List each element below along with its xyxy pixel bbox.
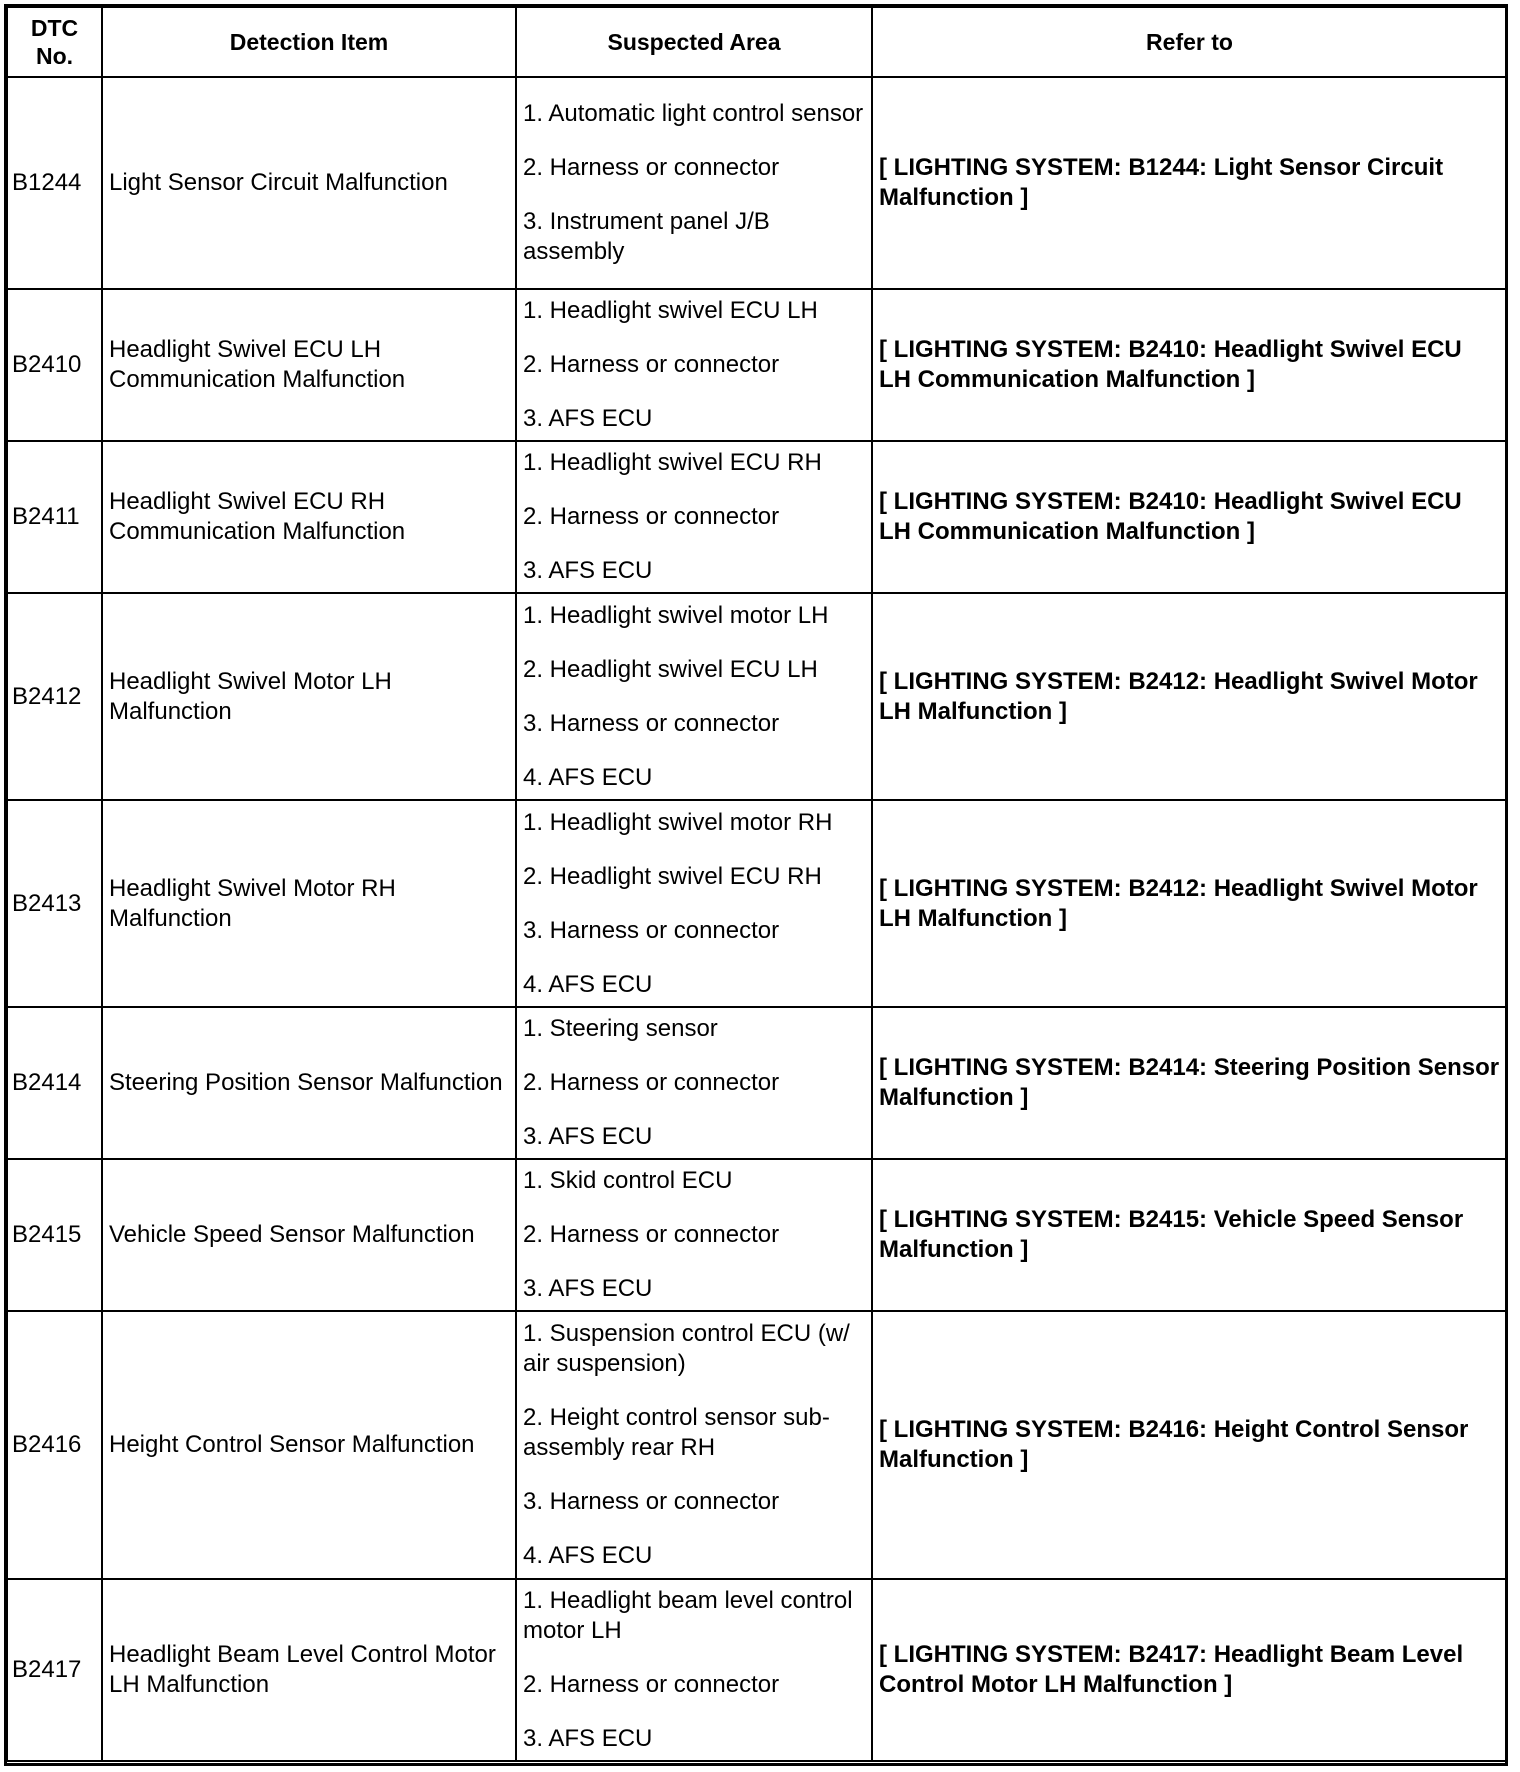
suspected-area-item: 3. AFS ECU [523,1123,653,1150]
suspected-area-item: 4. AFS ECU [523,763,653,791]
suspected-area-item: 3. AFS ECU [523,557,653,584]
suspected-area-item: 1. Steering sensor [523,1015,718,1042]
detection-item: Height Control Sensor Malfunction [102,1311,516,1579]
table-row [7,593,1507,800]
suspected-area-item: 1. Headlight swivel ECU LH [523,297,818,324]
table-row [7,1007,1507,1159]
dtc-code: B2412 [7,593,102,800]
dtc-code: B2410 [7,289,102,441]
dtc-code: B2411 [7,441,102,593]
header-dtc: DTC No. [7,7,102,77]
suspected-area-item: 1. Headlight swivel motor LH [523,601,829,629]
detection-item: Headlight Swivel ECU RH Communication Malfunction [102,441,516,593]
table-row [7,800,1507,1007]
table-row [7,1311,1507,1579]
suspected-area-item: 2. Harness or connector [523,1671,780,1698]
refer-to-link[interactable]: [ LIGHTING SYSTEM: B2414: Steering Position Sensor Malfunction ] [872,1007,1507,1159]
suspected-area [516,77,872,289]
refer-to-link[interactable]: [ LIGHTING SYSTEM: B2412: Headlight Swivel Motor LH Malfunction ] [872,800,1507,1007]
refer-to-link[interactable]: [ LIGHTING SYSTEM: B2412: Headlight Swivel Motor LH Malfunction ] [872,593,1507,800]
suspected-area [516,441,872,593]
header-detection-item: Detection Item [102,7,516,77]
suspected-area [516,1579,872,1761]
suspected-area-item: 1. Skid control ECU [523,1167,733,1194]
suspected-area-item: 2. Headlight swivel ECU RH [523,862,822,890]
detection-item: Headlight Swivel ECU LH Communication Malfunction [102,289,516,441]
suspected-area-item: 2. Harness or connector [523,154,780,181]
table-row [7,289,1507,441]
suspected-area-item: 2. Harness or connector [523,1221,780,1248]
suspected-area-item: 2. Harness or connector [523,351,780,378]
suspected-area-item: 2. Harness or connector [523,503,780,530]
header-refer-to: Refer to [872,7,1507,77]
refer-to-link[interactable]: [ LIGHTING SYSTEM: B1244: Light Sensor Circuit Malfunction ] [872,77,1507,289]
suspected-area-item: 3. AFS ECU [523,1725,653,1752]
detection-item: Light Sensor Circuit Malfunction [102,77,516,289]
suspected-area-item: 2. Harness or connector [523,1069,780,1096]
suspected-area-item: 2. Headlight swivel ECU LH [523,655,818,683]
table-row [7,1159,1507,1311]
refer-to-link[interactable]: [ LIGHTING SYSTEM: B2415: Vehicle Speed Sensor Malfunction ] [872,1159,1507,1311]
suspected-area-item: 4. AFS ECU [523,1542,653,1569]
dtc-table [6,6,1508,1762]
suspected-area-item: 1. Headlight swivel motor RH [523,808,833,836]
detection-item: Steering Position Sensor Malfunction [102,1007,516,1159]
refer-to-link[interactable]: [ LIGHTING SYSTEM: B2410: Headlight Swivel ECU LH Communication Malfunction ] [872,289,1507,441]
detection-item: Headlight Swivel Motor RH Malfunction [102,800,516,1007]
header-row [7,7,1507,77]
refer-to-link[interactable]: [ LIGHTING SYSTEM: B2416: Height Control Sensor Malfunction ] [872,1311,1507,1579]
suspected-area-item: 3. Harness or connector [523,1488,780,1515]
detection-item: Vehicle Speed Sensor Malfunction [102,1159,516,1311]
suspected-area-item: 3. Harness or connector [523,916,780,944]
suspected-area-item: 1. Headlight beam level control motor LH [523,1587,853,1644]
refer-to-link[interactable]: [ LIGHTING SYSTEM: B2410: Headlight Swivel ECU LH Communication Malfunction ] [872,441,1507,593]
suspected-area-item: 1. Headlight swivel ECU RH [523,449,822,476]
dtc-code: B2413 [7,800,102,1007]
detection-item: Headlight Beam Level Control Motor LH Malfunction [102,1579,516,1761]
suspected-area-item: 3. Harness or connector [523,709,780,737]
suspected-area-item: 1. Automatic light control sensor [523,100,864,127]
suspected-area-item: 4. AFS ECU [523,970,653,998]
header-suspected-area: Suspected Area [516,7,872,77]
suspected-area-item: 3. AFS ECU [523,405,653,432]
suspected-area [516,289,872,441]
dtc-code: B2415 [7,1159,102,1311]
suspected-area [516,1007,872,1159]
table-row [7,77,1507,289]
suspected-area [516,1311,872,1579]
suspected-area-item: 3. AFS ECU [523,1275,653,1302]
dtc-code: B2416 [7,1311,102,1579]
table-row [7,441,1507,593]
suspected-area-item: 1. Suspension control ECU (w/ air suspension) [523,1320,850,1377]
suspected-area-item: 2. Height control sensor sub-assembly rear RH [523,1404,830,1461]
dtc-code: B1244 [7,77,102,289]
detection-item: Headlight Swivel Motor LH Malfunction [102,593,516,800]
dtc-code: B2417 [7,1579,102,1761]
dtc-code: B2414 [7,1007,102,1159]
suspected-area [516,800,872,1007]
table-body [7,77,1507,1761]
suspected-area-item: 3. Instrument panel J/B assembly [523,208,770,265]
suspected-area [516,1159,872,1311]
suspected-area [516,593,872,800]
table-row [7,1579,1507,1761]
refer-to-link[interactable]: [ LIGHTING SYSTEM: B2417: Headlight Beam Level Control Motor LH Malfunction ] [872,1579,1507,1761]
